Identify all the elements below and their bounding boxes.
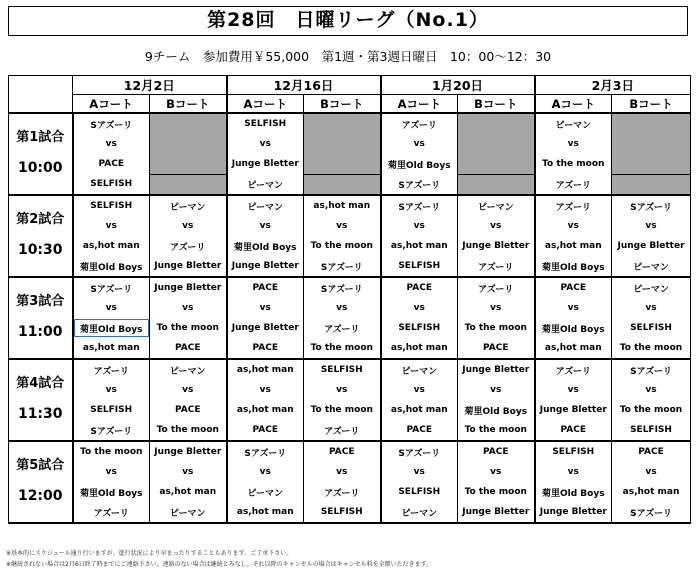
- match-vs-label[interactable]: vs: [227, 298, 304, 318]
- match-referee-team[interactable]: アズーリ: [73, 502, 150, 523]
- date-header: 1月20日: [381, 76, 535, 95]
- match-vs-label[interactable]: vs: [304, 380, 381, 400]
- match-vs-label[interactable]: vs: [381, 380, 458, 400]
- match-team-1[interactable]: ピーマン: [535, 113, 612, 134]
- match-vs-label[interactable]: vs: [150, 216, 227, 236]
- match-referee-team[interactable]: SELFISH: [304, 502, 381, 523]
- match-team-2[interactable]: SELFISH: [381, 482, 458, 502]
- match-referee-team[interactable]: 菊里Old Boys: [535, 256, 612, 277]
- match-team-2[interactable]: To the moon: [612, 400, 691, 420]
- match-team-1[interactable]: ピーマン: [150, 359, 227, 380]
- match-referee-team[interactable]: To the moon: [458, 420, 535, 441]
- match-vs-label[interactable]: vs: [535, 462, 612, 482]
- match-vs-label[interactable]: vs: [612, 216, 691, 236]
- match-team-2[interactable]: 菊里Old Boys: [535, 318, 612, 338]
- empty-court-cell: [150, 113, 227, 174]
- match-vs-label[interactable]: vs: [381, 298, 458, 318]
- match-team-1[interactable]: PACE: [535, 277, 612, 298]
- game-time: 10:00: [17, 160, 63, 177]
- match-team-1[interactable]: Sアズーリ: [381, 195, 458, 216]
- match-referee-team[interactable]: ピーマン: [612, 256, 691, 277]
- match-vs-label[interactable]: vs: [612, 298, 691, 318]
- date-header: 2月3日: [535, 76, 691, 95]
- match-row: [9, 338, 691, 359]
- match-team-2[interactable]: SELFISH: [612, 318, 691, 338]
- match-team-2[interactable]: PACE: [73, 154, 150, 174]
- match-referee-team[interactable]: PACE: [227, 338, 304, 359]
- match-team-2[interactable]: PACE: [150, 400, 227, 420]
- match-team-1[interactable]: Sアズーリ: [73, 277, 150, 298]
- match-row: [9, 502, 691, 523]
- match-vs-label[interactable]: vs: [150, 462, 227, 482]
- match-referee-team[interactable]: Junge Bletter: [227, 256, 304, 277]
- court-header: Bコート: [304, 95, 381, 114]
- match-team-1[interactable]: アズーリ: [73, 359, 150, 380]
- match-referee-team[interactable]: as,hot man: [381, 338, 458, 359]
- court-header-row: [9, 95, 691, 114]
- match-team-1[interactable]: PACE: [304, 441, 381, 462]
- match-team-1[interactable]: SELFISH: [73, 195, 150, 216]
- match-vs-label[interactable]: vs: [227, 134, 304, 154]
- match-team-2[interactable]: To the moon: [458, 318, 535, 338]
- match-team-2[interactable]: Junge Bletter: [227, 318, 304, 338]
- match-vs-label[interactable]: vs: [304, 462, 381, 482]
- match-row: [9, 359, 691, 380]
- corner-cell: [9, 76, 73, 114]
- match-team-1[interactable]: SELFISH: [227, 113, 304, 134]
- match-team-1[interactable]: Sアズーリ: [227, 441, 304, 462]
- match-team-2[interactable]: Junge Bletter: [458, 236, 535, 256]
- game-time: 11:30: [17, 406, 63, 423]
- match-row: [9, 216, 691, 236]
- match-referee-team[interactable]: 菊里Old Boys: [73, 256, 150, 277]
- note-schedule: ※基本的にスケジュール通り行いますが、進行状況により早まったりすることもあります。ご了承下さい。: [6, 550, 293, 557]
- match-team-1[interactable]: ピーマン: [458, 195, 535, 216]
- match-team-2[interactable]: 菊里Old Boys: [227, 236, 304, 256]
- note-cancellation: ※継続されない場合は2月6日終了時までにご連絡下さい。連絡のない場合は継続とみなし、それ以降のキャンセルの場合はキャンセル料を全額いただきます。: [6, 561, 433, 568]
- match-vs-label[interactable]: vs: [458, 380, 535, 400]
- match-referee-team[interactable]: アズーリ: [535, 174, 612, 195]
- game-number: 第3試合: [16, 294, 65, 310]
- match-row: [9, 380, 691, 400]
- match-team-1[interactable]: Sアズーリ: [381, 441, 458, 462]
- match-referee-team[interactable]: PACE: [150, 338, 227, 359]
- match-team-2[interactable]: Junge Bletter: [612, 236, 691, 256]
- match-referee-team[interactable]: To the moon: [612, 338, 691, 359]
- match-team-1[interactable]: ピーマン: [612, 277, 691, 298]
- match-vs-label[interactable]: vs: [304, 298, 381, 318]
- match-referee-team[interactable]: Junge Bletter: [535, 502, 612, 523]
- match-team-1[interactable]: Sアズーリ: [73, 113, 150, 134]
- match-team-2[interactable]: as,hot man: [150, 482, 227, 502]
- match-team-1[interactable]: PACE: [612, 441, 691, 462]
- game-slot-label: [9, 113, 73, 195]
- empty-court-cell: [612, 113, 691, 174]
- match-team-2[interactable]: 菊里Old Boys: [458, 400, 535, 420]
- match-team-2[interactable]: 菊里Old Boys: [535, 482, 612, 502]
- match-row: [9, 298, 691, 318]
- match-team-1[interactable]: Sアズーリ: [304, 277, 381, 298]
- match-row: [9, 256, 691, 277]
- match-referee-team[interactable]: Sアズーリ: [304, 256, 381, 277]
- empty-court-cell: [458, 174, 535, 195]
- match-team-2[interactable]: アズーリ: [150, 236, 227, 256]
- court-header: Aコート: [381, 95, 458, 114]
- match-vs-label[interactable]: vs: [535, 216, 612, 236]
- schedule-body: [9, 113, 691, 523]
- page-title: 第28回 日曜リーグ（No.1）: [8, 6, 688, 36]
- match-referee-team[interactable]: ピーマン: [227, 174, 304, 195]
- match-vs-label[interactable]: vs: [227, 216, 304, 236]
- match-row: [9, 236, 691, 256]
- match-referee-team[interactable]: ピーマン: [381, 502, 458, 523]
- match-team-1[interactable]: PACE: [227, 277, 304, 298]
- match-vs-label[interactable]: vs: [73, 380, 150, 400]
- match-team-2[interactable]: アズーリ: [304, 482, 381, 502]
- match-team-1[interactable]: Junge Bletter: [458, 359, 535, 380]
- match-team-2[interactable]: To the moon: [535, 154, 612, 174]
- match-team-2[interactable]: Junge Bletter: [535, 400, 612, 420]
- empty-court-cell: [304, 174, 381, 195]
- match-team-1[interactable]: Junge Bletter: [150, 441, 227, 462]
- match-team-2[interactable]: 菊里Old Boys: [73, 318, 150, 338]
- match-vs-label[interactable]: vs: [612, 462, 691, 482]
- match-referee-team[interactable]: PACE: [227, 420, 304, 441]
- empty-court-cell: [150, 174, 227, 195]
- match-team-2[interactable]: To the moon: [304, 236, 381, 256]
- match-referee-team[interactable]: Sアズーリ: [73, 420, 150, 441]
- match-referee-team[interactable]: PACE: [381, 420, 458, 441]
- match-vs-label[interactable]: vs: [535, 298, 612, 318]
- match-row: [9, 318, 691, 338]
- match-team-2[interactable]: as,hot man: [381, 236, 458, 256]
- match-vs-label[interactable]: vs: [612, 380, 691, 400]
- game-time: 12:00: [17, 488, 63, 505]
- match-team-1[interactable]: SELFISH: [535, 441, 612, 462]
- match-row: [9, 277, 691, 298]
- match-team-1[interactable]: ピーマン: [227, 195, 304, 216]
- match-row: [9, 113, 691, 134]
- match-referee-team[interactable]: To the moon: [150, 420, 227, 441]
- match-team-2[interactable]: 菊里Old Boys: [381, 154, 458, 174]
- match-referee-team[interactable]: アズーリ: [458, 256, 535, 277]
- match-referee-team[interactable]: Junge Bletter: [150, 256, 227, 277]
- game-number: 第1試合: [16, 130, 65, 146]
- game-slot-label: [9, 441, 73, 523]
- match-team-1[interactable]: アズーリ: [381, 113, 458, 134]
- date-header: 12月16日: [227, 76, 381, 95]
- match-team-2[interactable]: as,hot man: [381, 400, 458, 420]
- match-referee-team[interactable]: PACE: [535, 420, 612, 441]
- schedule-table: [8, 75, 691, 524]
- match-row: [9, 482, 691, 502]
- match-team-2[interactable]: To the moon: [304, 400, 381, 420]
- game-number: 第5試合: [16, 458, 65, 474]
- match-referee-team[interactable]: Sアズーリ: [612, 502, 691, 523]
- game-time: 10:30: [17, 242, 63, 259]
- match-referee-team[interactable]: SELFISH: [73, 174, 150, 195]
- match-team-1[interactable]: Junge Bletter: [150, 277, 227, 298]
- match-vs-label[interactable]: vs: [381, 462, 458, 482]
- match-team-2[interactable]: as,hot man: [612, 482, 691, 502]
- match-team-2[interactable]: 菊里Old Boys: [73, 482, 150, 502]
- match-referee-team[interactable]: as,hot man: [73, 338, 150, 359]
- match-vs-label[interactable]: vs: [73, 462, 150, 482]
- court-header: Aコート: [535, 95, 612, 114]
- match-referee-team[interactable]: ピーマン: [150, 502, 227, 523]
- match-vs-label[interactable]: vs: [381, 134, 458, 154]
- game-number: 第2試合: [16, 212, 65, 228]
- match-referee-team[interactable]: as,hot man: [535, 338, 612, 359]
- match-team-2[interactable]: SELFISH: [381, 318, 458, 338]
- match-vs-label[interactable]: vs: [458, 462, 535, 482]
- court-header: Aコート: [73, 95, 150, 114]
- match-team-1[interactable]: To the moon: [73, 441, 150, 462]
- match-team-2[interactable]: as,hot man: [535, 236, 612, 256]
- match-team-2[interactable]: To the moon: [458, 482, 535, 502]
- game-slot-label: [9, 277, 73, 359]
- game-number: 第4試合: [16, 376, 65, 392]
- match-vs-label[interactable]: vs: [458, 216, 535, 236]
- match-team-1[interactable]: PACE: [381, 277, 458, 298]
- match-row: [9, 400, 691, 420]
- match-referee-team[interactable]: To the moon: [304, 338, 381, 359]
- match-referee-team[interactable]: Sアズーリ: [381, 174, 458, 195]
- match-vs-label[interactable]: vs: [304, 216, 381, 236]
- match-vs-label[interactable]: vs: [535, 380, 612, 400]
- match-vs-label[interactable]: vs: [150, 298, 227, 318]
- match-vs-label[interactable]: vs: [227, 462, 304, 482]
- match-team-1[interactable]: ピーマン: [150, 195, 227, 216]
- match-referee-team[interactable]: PACE: [458, 338, 535, 359]
- match-team-1[interactable]: アズーリ: [535, 359, 612, 380]
- match-team-2[interactable]: Junge Bletter: [227, 154, 304, 174]
- match-team-1[interactable]: アズーリ: [458, 277, 535, 298]
- match-referee-team[interactable]: SELFISH: [612, 420, 691, 441]
- game-slot-label: [9, 359, 73, 441]
- game-time: 11:00: [17, 324, 63, 341]
- match-team-2[interactable]: SELFISH: [73, 400, 150, 420]
- match-vs-label[interactable]: vs: [535, 134, 612, 154]
- league-info: 9チーム 参加費用￥55,000 第1週・第3週日曜日 10：00〜12：30: [144, 49, 552, 64]
- match-team-1[interactable]: Sアズーリ: [612, 195, 691, 216]
- game-slot-label: [9, 195, 73, 277]
- match-vs-label[interactable]: vs: [73, 216, 150, 236]
- match-team-2[interactable]: アズーリ: [304, 318, 381, 338]
- match-row: [9, 462, 691, 482]
- match-vs-label[interactable]: vs: [381, 216, 458, 236]
- match-team-1[interactable]: ピーマン: [381, 359, 458, 380]
- match-vs-label[interactable]: vs: [73, 134, 150, 154]
- match-row: [9, 441, 691, 462]
- match-referee-team[interactable]: SELFISH: [381, 256, 458, 277]
- match-vs-label[interactable]: vs: [227, 380, 304, 400]
- match-vs-label[interactable]: vs: [458, 298, 535, 318]
- match-team-2[interactable]: as,hot man: [73, 236, 150, 256]
- match-referee-team[interactable]: as,hot man: [227, 502, 304, 523]
- match-vs-label[interactable]: vs: [150, 380, 227, 400]
- empty-court-cell: [612, 174, 691, 195]
- match-team-1[interactable]: as,hot man: [227, 359, 304, 380]
- match-team-2[interactable]: To the moon: [150, 318, 227, 338]
- match-team-1[interactable]: アズーリ: [535, 195, 612, 216]
- date-header-row: [9, 76, 691, 95]
- match-row: [9, 195, 691, 216]
- match-row: [9, 174, 691, 195]
- match-row: [9, 420, 691, 441]
- court-header: Aコート: [227, 95, 304, 114]
- court-header: Bコート: [150, 95, 227, 114]
- match-referee-team[interactable]: アズーリ: [304, 420, 381, 441]
- match-referee-team[interactable]: Junge Bletter: [458, 502, 535, 523]
- match-vs-label[interactable]: vs: [73, 298, 150, 318]
- match-team-2[interactable]: ピーマン: [227, 482, 304, 502]
- match-team-1[interactable]: as,hot man: [304, 195, 381, 216]
- court-header: Bコート: [458, 95, 535, 114]
- match-team-1[interactable]: PACE: [458, 441, 535, 462]
- empty-court-cell: [458, 113, 535, 174]
- match-team-2[interactable]: as,hot man: [227, 400, 304, 420]
- date-header: 12月2日: [73, 76, 227, 95]
- court-header: Bコート: [612, 95, 691, 114]
- match-team-1[interactable]: SELFISH: [304, 359, 381, 380]
- match-team-1[interactable]: Sアズーリ: [612, 359, 691, 380]
- empty-court-cell: [304, 113, 381, 174]
